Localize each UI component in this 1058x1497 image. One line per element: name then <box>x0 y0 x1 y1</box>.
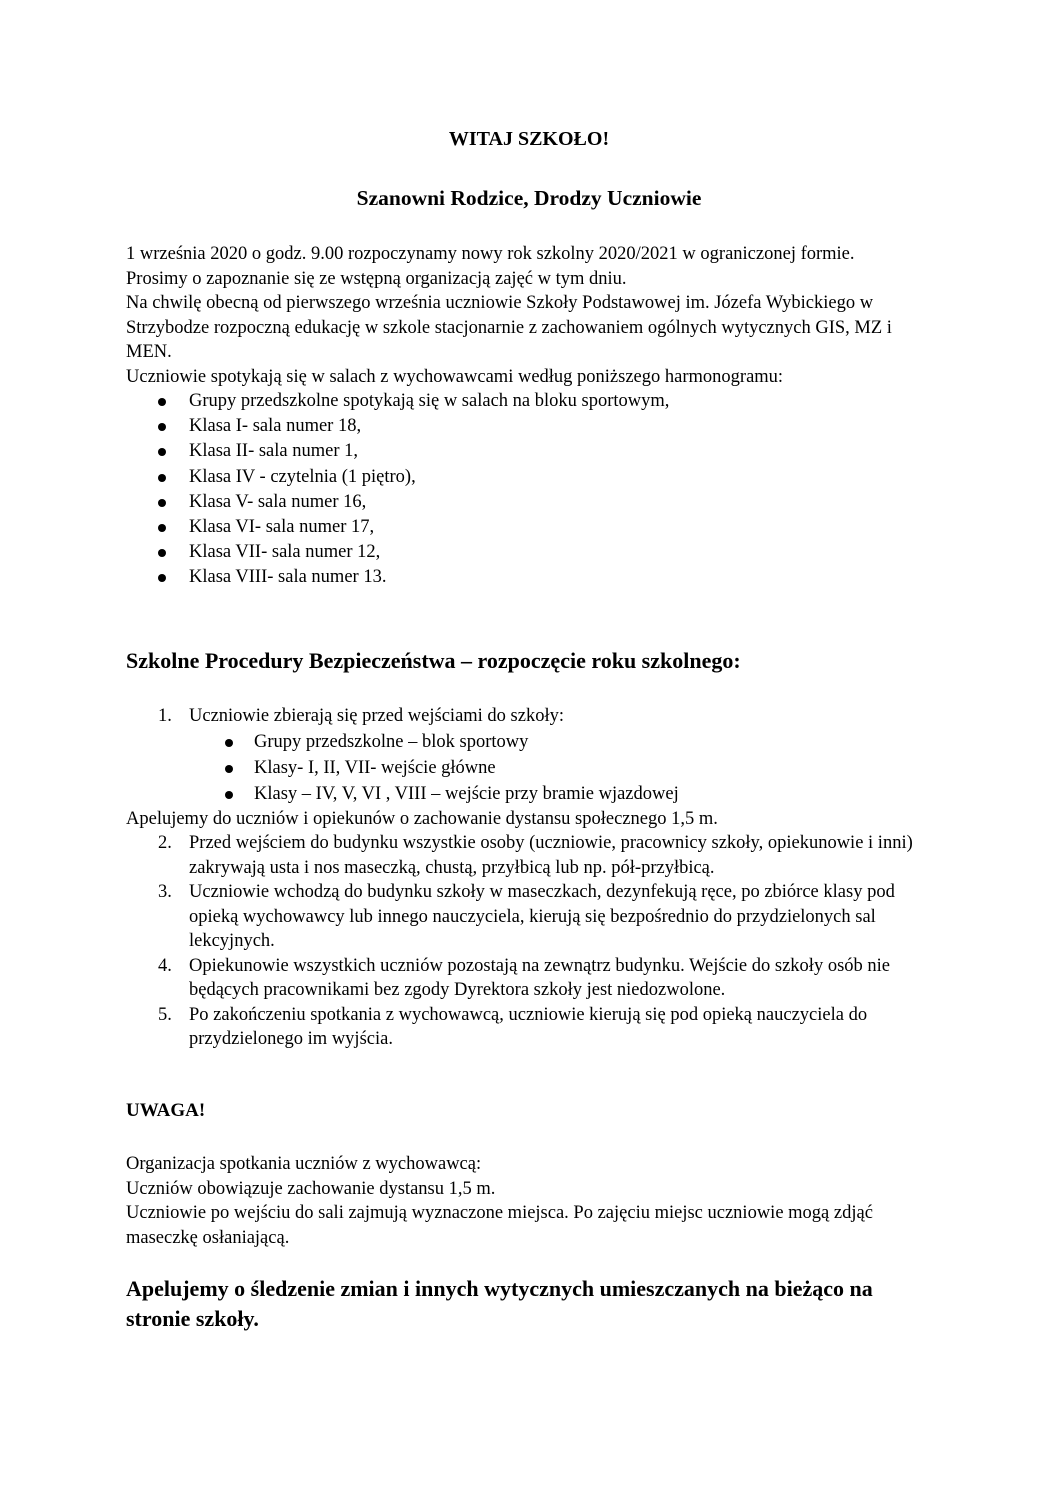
procedures-section <box>126 704 926 1052</box>
entrances-list <box>126 729 926 807</box>
schedule-item: Klasa IV - czytelnia (1 piętro), <box>126 465 926 490</box>
schedule-item: Klasa VII- sala numer 12, <box>126 540 926 565</box>
schedule-item: Klasa I- sala numer 18, <box>126 414 926 439</box>
intro-paragraph: Na chwilę obecną od pierwszego września uczniowie Szkoły Podstawowej im. Józefa Wybickiego w Strzybodze rozpoczną edukację w szkole stacjonarnie z zachowaniem ogólnych wytycznych GIS, MZ i MEN. <box>126 293 892 362</box>
procedure-item <box>126 880 926 954</box>
notice-line: Organizacja spotkania uczniów z wychowawcą: <box>126 1154 482 1174</box>
intro-section <box>126 242 926 591</box>
notice-section <box>126 1152 926 1250</box>
procedure-number: 2. <box>158 833 172 853</box>
intro-paragraph: 1 września 2020 o godz. 9.00 rozpoczynamy nowy rok szkolny 2020/2021 w ograniczonej formie. <box>126 244 855 264</box>
procedure-text: Po zakończeniu spotkania z wychowawcą, uczniowie kierują się pod opieką nauczyciela do przydzielonego im wyjścia. <box>189 1004 868 1049</box>
notice-line: Uczniów obowiązuje zachowanie dystansu 1,5 m. <box>126 1178 496 1199</box>
procedure-text: Przed wejściem do budynku wszystkie osoby (uczniowie, pracownicy szkoły, opiekunowie i inni) zakrywają usta i nos maseczką, chustą, przyłbicą lub np. pół-przyłbicą. <box>189 833 913 878</box>
schedule-item: Klasa VI- sala numer 17, <box>126 515 926 540</box>
notice-line: Uczniowie po wejściu do sali zajmują wyznaczone miejsca. Po zajęciu miejsc uczniowie mogą zdjąć maseczkę osłaniającą. <box>126 1203 873 1248</box>
procedure-item <box>126 954 926 1003</box>
procedure-text: Opiekunowie wszystkich uczniów pozostają na zewnątrz budynku. Wejście do szkoły osób nie będących pracownikami bez zgody Dyrektora szkoły jest niedozwolone. <box>189 955 890 1000</box>
schedule-item: Klasa VIII- sala numer 13. <box>126 565 926 590</box>
schedule-item: Klasa V- sala numer 16, <box>126 490 926 515</box>
closing-appeal: Apelujemy o śledzenie zmian i innych wytycznych umieszczanych na bieżąco na stronie szkoły. <box>126 1276 873 1331</box>
procedure-text: Uczniowie zbierają się przed wejściami do szkoły: <box>189 706 564 726</box>
greeting-heading: Szanowni Rodzice, Drodzy Uczniowie <box>356 186 702 210</box>
notice-heading: UWAGA! <box>126 1100 206 1121</box>
schedule-list <box>126 389 926 591</box>
schedule-item: Klasa II- sala numer 1, <box>126 439 926 464</box>
procedure-item <box>126 831 926 880</box>
intro-paragraph: Uczniowie spotykają się w salach z wychowawcami według poniższego harmonogramu: <box>126 366 784 387</box>
procedure-number: 3. <box>158 882 172 902</box>
procedure-number: 1. <box>158 706 172 726</box>
entrance-item: Klasy- I, II, VII- wejście główne <box>126 755 926 781</box>
procedure-number: 4. <box>158 955 172 976</box>
procedure-item <box>126 1003 926 1052</box>
procedure-list <box>126 831 926 1052</box>
entrance-item: Grupy przedszkolne – blok sportowy <box>126 729 926 755</box>
procedures-heading: Szkolne Procedury Bezpieczeństwa – rozpoczęcie roku szkolnego: <box>126 648 741 673</box>
document-title: WITAJ SZKOŁO! <box>448 128 610 150</box>
distance-appeal: Apelujemy do uczniów i opiekunów o zachowanie dystansu społecznego 1,5 m. <box>126 808 718 829</box>
intro-paragraph: Prosimy o zapoznanie się ze wstępną organizacją zajęć w tym dniu. <box>126 268 627 289</box>
procedure-number: 5. <box>158 1004 172 1025</box>
entrance-item: Klasy – IV, V, VI , VIII – wejście przy bramie wjazdowej <box>126 781 926 807</box>
schedule-item: Grupy przedszkolne spotykają się w salach na bloku sportowym, <box>126 389 926 414</box>
procedure-item <box>126 704 926 729</box>
procedure-text: Uczniowie wchodzą do budynku szkoły w maseczkach, dezynfekują ręce, po zbiórce klasy pod opieką wychowawcy lub innego nauczyciela, kierują się bezpośrednio do przydzielonych sal lekcyjnych. <box>189 882 895 951</box>
